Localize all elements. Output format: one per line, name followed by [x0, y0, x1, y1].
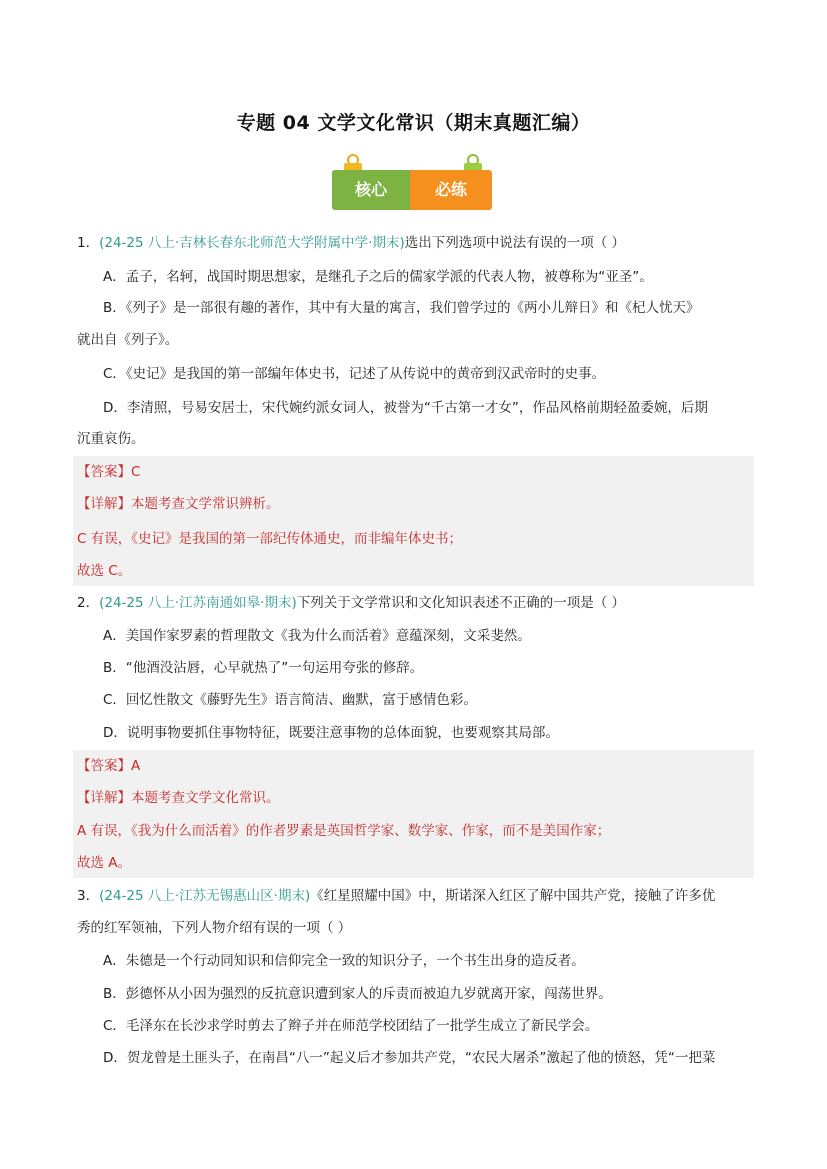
- option: B．《列子》是一部很有趣的著作，其中有大量的寓言，我们曾学过的《两小儿辩日》和《杞人忧天》: [103, 300, 700, 316]
- answer-line: [77, 462, 827, 482]
- question-text: 《红星照耀中国》中，斯诺深入红区了解中国共产党，接触了许多优: [310, 888, 716, 904]
- option: A．美国作家罗素的哲理散文《我为什么而活着》意蕴深刻，文采斐然。: [103, 628, 531, 644]
- option: D．李清照，号易安居士，宋代婉约派女词人，被誉为“千古第一才女”，作品风格前期轻盈委婉，后期: [103, 400, 708, 416]
- detail-line: [77, 788, 827, 808]
- question-number: 1．: [77, 235, 100, 251]
- option-continuation: 就出自《列子》。: [77, 332, 179, 348]
- option: C．回忆性散文《藤野先生》语言简洁、幽默，富于感情色彩。: [103, 692, 477, 708]
- detail-text: 本题考查文学常识辨析。: [131, 496, 280, 512]
- banner-right-label: 必练: [410, 170, 492, 210]
- section-banner: [332, 154, 494, 216]
- explanation: A 有误，《我为什么而活着》的作者罗素是英国哲学家、数学家、作家，而不是美国作家；: [77, 823, 611, 839]
- question-source: (24-25 八上·吉林长春东北师范大学附属中学·期末): [99, 235, 405, 251]
- question-3-stem: [77, 886, 827, 906]
- question-source: (24-25 八上·江苏南通如皋·期末): [99, 595, 297, 611]
- option: C．《史记》是我国的第一部编年体史书，记述了从传说中的黄帝到汉武帝时的史事。: [103, 366, 606, 382]
- option: D．说明事物要抓住事物特征，既要注意事物的总体面貌，也要观察其局部。: [103, 725, 559, 741]
- answer-line: [77, 756, 827, 776]
- answer-label: 【答案】: [77, 758, 131, 774]
- answer-value: A: [131, 758, 141, 774]
- question-number: 3．: [77, 888, 100, 904]
- question-text: 下列关于文学常识和文化知识表述不正确的一项是（ ）: [296, 595, 626, 611]
- banner-left-label: 核心: [332, 170, 410, 210]
- option: B．彭德怀从小因为强烈的反抗意识遭到家人的斥责而被迫九岁就离开家，闯荡世界。: [103, 986, 612, 1002]
- conclusion: 故选 A。: [77, 855, 132, 871]
- option: A．孟子，名轲，战国时期思想家，是继孔子之后的儒家学派的代表人物，被尊称为“亚圣”。: [103, 269, 653, 285]
- question-2-stem: [77, 593, 827, 613]
- option: B．“他酒没沾唇，心早就热了”一句运用夸张的修辞。: [103, 660, 424, 676]
- option-continuation: 沉重哀伤。: [77, 431, 145, 447]
- question-text: 选出下列选项中说法有误的一项（ ）: [404, 235, 626, 251]
- question-number: 2．: [77, 595, 100, 611]
- explanation: C 有误，《史记》是我国的第一部纪传体通史，而非编年体史书；: [77, 531, 462, 547]
- option: C．毛泽东在长沙求学时剪去了辫子并在师范学校团结了一批学生成立了新民学会。: [103, 1018, 599, 1034]
- answer-label: 【答案】: [77, 464, 131, 480]
- detail-line: [77, 494, 827, 514]
- conclusion: 故选 C。: [77, 563, 132, 579]
- detail-label: 【详解】: [77, 790, 131, 806]
- option: A．朱德是一个行动同知识和信仰完全一致的知识分子，一个书生出身的造反者。: [103, 953, 585, 969]
- question-source: (24-25 八上·江苏无锡惠山区·期末): [99, 888, 311, 904]
- option: D．贺龙曾是土匪头子，在南昌“八一”起义后才参加共产党，“农民大屠杀”激起了他的愤怒，凭“一把菜: [103, 1050, 716, 1066]
- detail-text: 本题考查文学文化常识。: [131, 790, 280, 806]
- question-text-continuation: 秀的红军领袖，下列人物介绍有误的一项（ ）: [77, 920, 352, 936]
- question-1-stem: [77, 233, 827, 253]
- answer-value: C: [131, 464, 141, 480]
- page-title: 专题 04 文学文化常识（期末真题汇编）: [236, 112, 591, 134]
- detail-label: 【详解】: [77, 496, 131, 512]
